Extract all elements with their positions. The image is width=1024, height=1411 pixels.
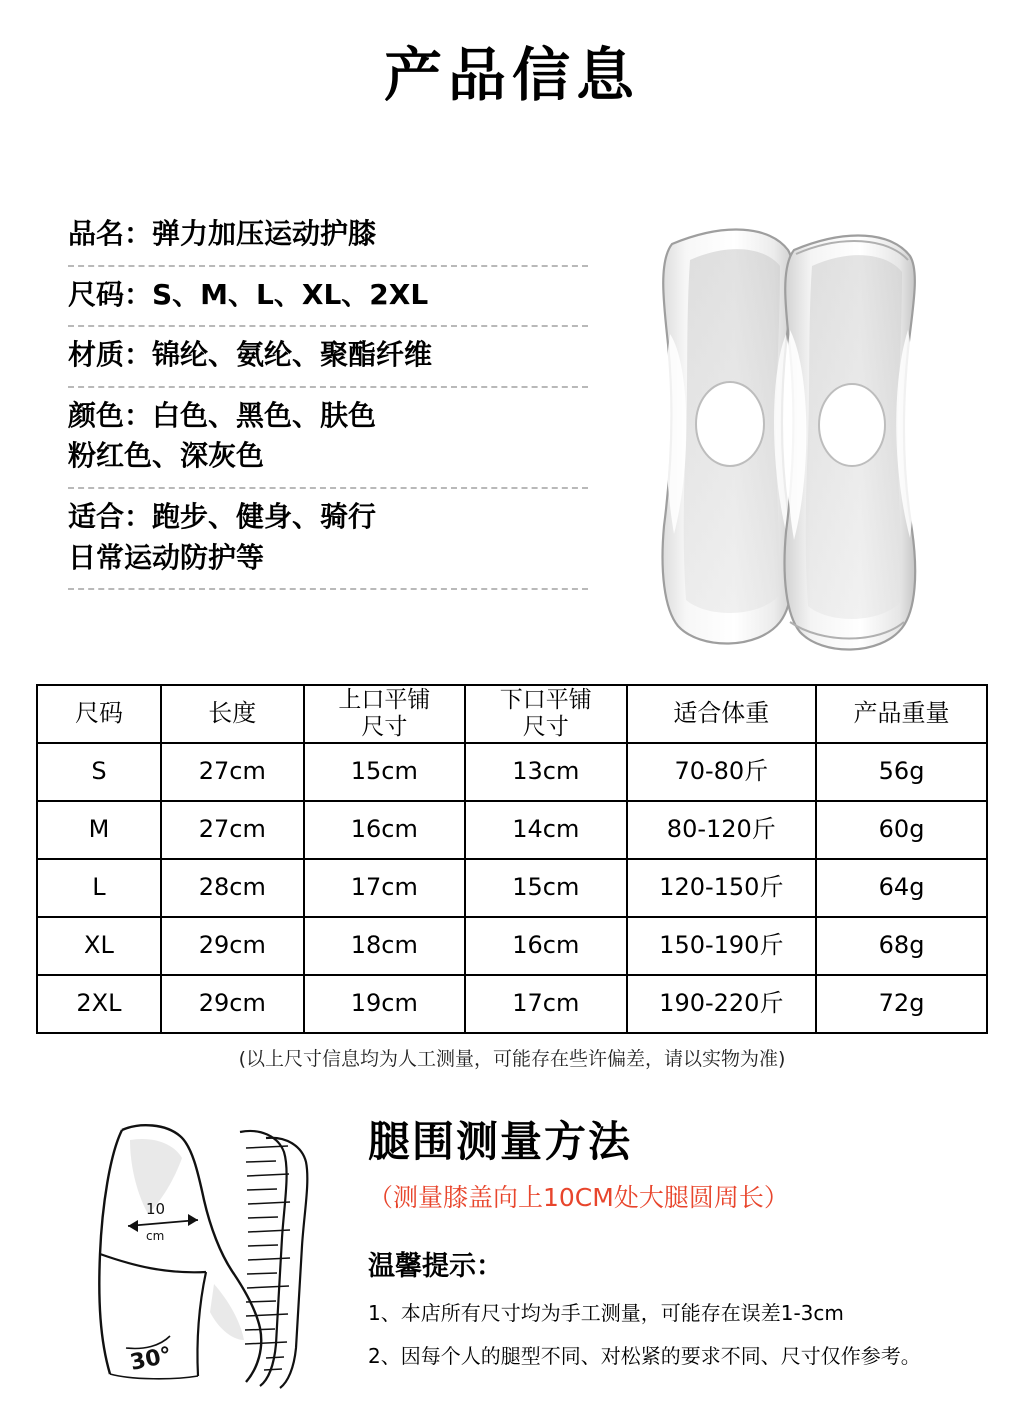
measuring-tape-icon [240, 1131, 307, 1388]
spec-usage-text-line2: 日常运动防护等 [68, 540, 265, 574]
cell-length: 27cm [161, 801, 304, 859]
size-table-section [36, 684, 988, 1071]
tips-item-2: 2、因每个人的腿型不同、对松紧的要求不同、尺寸仅作参考。 [368, 1344, 921, 1369]
cell-top-width: 15cm [304, 743, 465, 801]
knee-sleeve-back [663, 230, 794, 644]
table-header-weight-range: 适合体重 [627, 685, 817, 743]
spec-row-color [68, 388, 588, 489]
spec-name-text: 品名：弹力加压运动护膝 [68, 217, 377, 250]
cell-product-weight: 68g [816, 917, 987, 975]
cell-top-width: 17cm [304, 859, 465, 917]
table-header-length: 长度 [161, 685, 304, 743]
cell-weight-range: 70-80斤 [627, 743, 817, 801]
product-spec-list [68, 206, 588, 590]
leg-diagram [70, 1114, 350, 1394]
distance-label: 10 [146, 1200, 166, 1218]
table-row [37, 801, 987, 859]
spec-color-text-line2: 粉红色、深灰色 [68, 439, 265, 473]
angle-label: 30° [128, 1342, 174, 1376]
cell-bottom-width: 16cm [465, 917, 626, 975]
table-row [37, 859, 987, 917]
cell-size: L [37, 859, 161, 917]
cell-bottom-width: 13cm [465, 743, 626, 801]
spec-row-usage [68, 489, 588, 590]
cell-top-width: 16cm [304, 801, 465, 859]
table-header-bottom-width: 下口平铺 尺寸 [465, 685, 626, 743]
distance-unit-label: cm [146, 1229, 165, 1243]
table-row [37, 743, 987, 801]
cell-length: 28cm [161, 859, 304, 917]
cell-top-width: 19cm [304, 975, 465, 1033]
product-image [630, 214, 960, 664]
table-header-top-width: 上口平铺 尺寸 [304, 685, 465, 743]
size-table-note: (以上尺寸信息均为人工测量，可能存在些许偏差，请以实物为准) [238, 1048, 786, 1070]
cell-weight-range: 80-120斤 [627, 801, 817, 859]
page-title: 产品信息 [383, 41, 640, 109]
table-row [37, 975, 987, 1033]
cell-bottom-width: 17cm [465, 975, 626, 1033]
cell-weight-range: 150-190斤 [627, 917, 817, 975]
spec-row-material [68, 327, 588, 388]
measure-title: 腿围测量方法 [368, 1117, 633, 1166]
table-header-product-weight: 产品重量 [816, 685, 987, 743]
spec-row-size [68, 267, 588, 328]
cell-product-weight: 60g [816, 801, 987, 859]
tips-item-1: 1、本店所有尺寸均为手工测量，可能存在误差1-3cm [368, 1301, 844, 1326]
cell-length: 29cm [161, 975, 304, 1033]
cell-size: S [37, 743, 161, 801]
table-row [37, 917, 987, 975]
spec-material-text: 材质：锦纶、氨纶、聚酯纤维 [68, 338, 433, 372]
tips-title: 温馨提示： [368, 1251, 503, 1283]
cell-product-weight: 56g [816, 743, 987, 801]
cell-size: XL [37, 917, 161, 975]
cell-top-width: 18cm [304, 917, 465, 975]
measure-subtitle: （测量膝盖向上10CM处大腿圆周长） [368, 1183, 789, 1213]
knee-sleeve-front [785, 236, 916, 650]
cell-bottom-width: 15cm [465, 859, 626, 917]
cell-length: 29cm [161, 917, 304, 975]
cell-bottom-width: 14cm [465, 801, 626, 859]
knee-sleeve-illustration [630, 214, 960, 664]
spec-size-text: 尺码：S、M、L、XL、2XL [68, 277, 429, 311]
cell-weight-range: 120-150斤 [627, 859, 817, 917]
leg-measure-illustration [70, 1114, 350, 1394]
cell-weight-range: 190-220斤 [627, 975, 817, 1033]
size-table [36, 684, 988, 1034]
cell-size: 2XL [37, 975, 161, 1033]
cell-product-weight: 72g [816, 975, 987, 1033]
table-header-size: 尺码 [37, 685, 161, 743]
cell-length: 27cm [161, 743, 304, 801]
measure-text-block [368, 1118, 998, 1369]
spec-row-name [68, 206, 588, 267]
cell-product-weight: 64g [816, 859, 987, 917]
table-header-row [37, 685, 987, 743]
spec-usage-text-line1: 适合：跑步、健身、骑行 [68, 499, 377, 533]
spec-color-text-line1: 颜色：白色、黑色、肤色 [68, 398, 377, 432]
cell-size: M [37, 801, 161, 859]
